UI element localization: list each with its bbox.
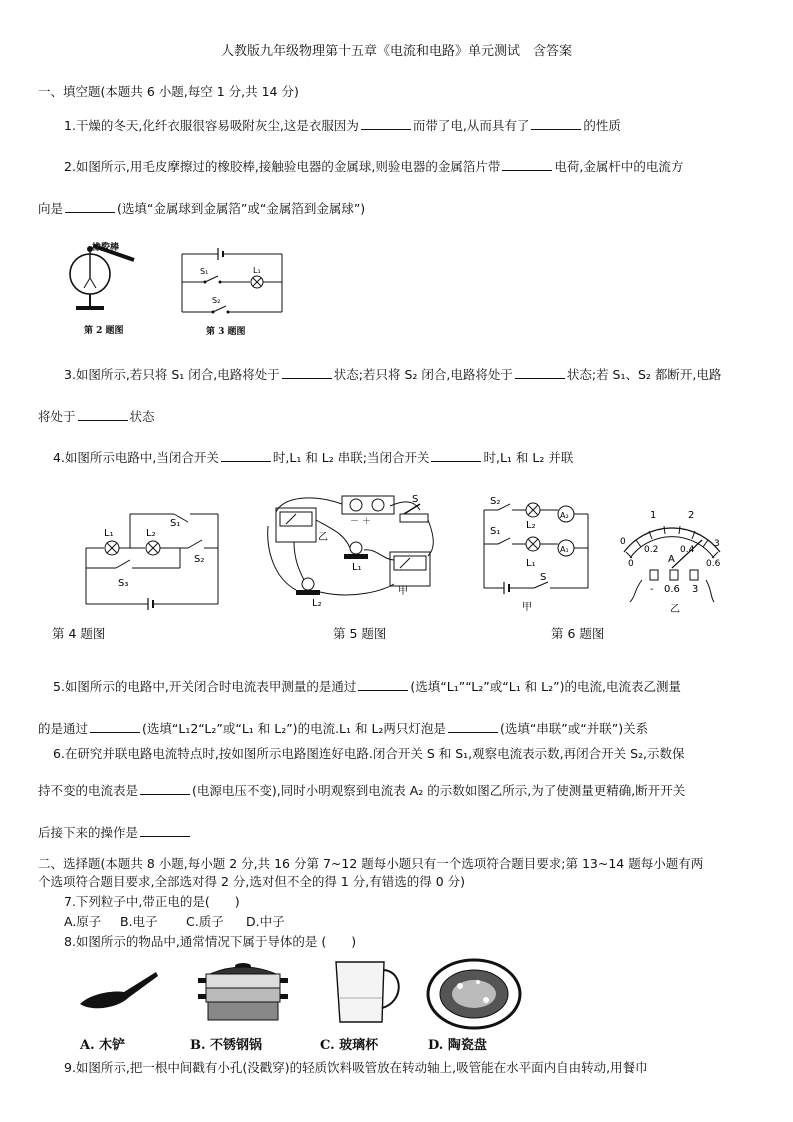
figure-4-circuit <box>84 508 226 612</box>
terminal-06: 0.6 <box>664 584 680 595</box>
fig6-a2-label: A₂ <box>560 511 569 520</box>
fig5-yi-label: 乙 <box>318 532 328 543</box>
fig4-s3-label: S₃ <box>118 578 129 589</box>
fig3-s2-label: S₂ <box>212 296 221 305</box>
question-6-cont2: 后接下来的操作是 <box>38 824 192 841</box>
section1-heading: 一、填空题(本题共 6 小题,每空 1 分,共 14 分) <box>38 84 299 99</box>
svg-text:－ ＋: － ＋ <box>350 517 371 527</box>
steel-pot-icon <box>196 956 290 1026</box>
question-3: 3.如图所示,若只将 S₁ 闭合,电路将处于 状态;若只将 S₂ 闭合,电路将处于 状态;若 S₁、S₂ 都断开,电路 <box>64 367 722 382</box>
wooden-spatula-icon <box>76 962 160 1012</box>
fig5-l1-label: L₁ <box>352 562 362 573</box>
q7-option-d[interactable]: D.中子 <box>246 914 285 929</box>
figure-6-circuit <box>470 492 604 616</box>
q8-option-b[interactable]: B. 不锈钢锅 <box>190 1038 263 1053</box>
q7-option-a[interactable]: A.原子 <box>64 914 102 929</box>
glass-cup-icon <box>326 958 406 1028</box>
scale-three: 3 <box>714 539 720 549</box>
question-4: 4.如图所示电路中,当闭合开关 时,L₁ 和 L₂ 串联;当闭合开关 时,L₁ 和 L₂ 并联 <box>53 450 574 465</box>
scale-zero-top: 0 <box>620 537 626 547</box>
fig5-s-label: S <box>412 494 419 505</box>
fig6-a1-label: A₁ <box>560 545 569 554</box>
terminal-3: 3 <box>692 584 699 595</box>
fig6-jia-label: 甲 <box>522 602 532 613</box>
fig4-s2-label: S₂ <box>194 554 205 565</box>
ceramic-plate-icon <box>424 956 524 1032</box>
answer-blank[interactable] <box>531 117 581 130</box>
figure-4-caption: 第 4 题图 <box>52 626 106 641</box>
q8-option-a[interactable]: A. 木铲 <box>80 1038 126 1053</box>
answer-blank[interactable] <box>358 678 408 691</box>
question-1: 1.干燥的冬天,化纤衣服很容易吸附灰尘,这是衣服因为 而带了电,从而具有了 的性质 <box>64 118 621 133</box>
figure-3-caption: 第 3 题图 <box>206 327 246 337</box>
answer-blank[interactable] <box>361 117 411 130</box>
fig3-s1-label: S₁ <box>200 267 209 276</box>
fig5-l2-label: L₂ <box>312 598 322 609</box>
answer-blank[interactable] <box>502 158 552 171</box>
question-8: 8.如图所示的物品中,通常情况下属于导体的是 ( ) <box>64 934 357 949</box>
fig3-l1-label: L₁ <box>253 266 261 275</box>
answer-blank[interactable] <box>282 366 332 379</box>
scale-top-1: 1 <box>650 510 657 521</box>
q7-option-c[interactable]: C.质子 <box>186 914 224 929</box>
figure-2-caption: 第 2 题图 <box>84 326 124 336</box>
question-6-cont: 持不变的电流表是 (电源电压不变),同时小明观察到电流表 A₂ 的示数如图乙所示,为了使测量更精确,断开开关 <box>38 783 686 798</box>
q7-option-b[interactable]: B.电子 <box>120 914 158 929</box>
figure-5-circuit <box>264 490 440 610</box>
answer-blank[interactable] <box>431 449 481 462</box>
answer-blank[interactable] <box>90 720 140 733</box>
question-5-cont: 的是通过 (选填“L₁2“L₂”或“L₁ 和 L₂”)的电流.L₁ 和 L₂两只灯泡是 (选填“串联”或“并联”)关系 <box>38 721 649 736</box>
answer-blank[interactable] <box>448 720 498 733</box>
fig6-s2-label: S₂ <box>490 496 501 507</box>
fig5-jia-label: 甲 <box>398 586 408 597</box>
fig6-yi-label: 乙 <box>670 604 680 615</box>
question-6: 6.在研究并联电路电流特点时,按如图所示电路图连好电路.闭合开关 S 和 S₁,观察电流表示数,再闭合开关 S₂,示数保 <box>53 746 685 761</box>
meter-a-label: A <box>668 554 675 565</box>
question-3-cont: 将处于 状态 <box>38 409 155 424</box>
answer-blank[interactable] <box>140 824 190 837</box>
answer-blank[interactable] <box>78 408 128 421</box>
section2-heading-cont: 个选项符合题目要求,全部选对得 2 分,选对但不全的得 1 分,有错选的得 0 分) <box>38 874 465 889</box>
page-title: 人教版九年级物理第十五章《电流和电路》单元测试 含答案 <box>220 44 572 59</box>
terminal-minus: - <box>650 584 654 595</box>
scale-bottom-02: 0.2 <box>644 545 659 555</box>
scale-top-2: 2 <box>688 510 695 521</box>
fig6-s-label: S <box>540 572 547 583</box>
rubber-rod-label: 橡胶棒 <box>92 243 120 253</box>
section2-heading: 二、选择题(本题共 8 小题,每小题 2 分,共 16 分第 7~12 题每小题只有一个选项符合题目要求;第 13~14 题每小题有两 <box>38 856 704 871</box>
fig4-l1-label: L₁ <box>104 528 114 539</box>
question-7: 7.下列粒子中,带正电的是( ) <box>64 894 240 909</box>
figure-5-caption: 第 5 题图 <box>333 626 387 641</box>
fig6-l2-label: L₂ <box>526 520 536 531</box>
figure-6-caption: 第 6 题图 <box>551 626 605 641</box>
answer-blank[interactable] <box>515 366 565 379</box>
figure-6-ammeter <box>614 500 732 616</box>
fig6-s1-label: S₁ <box>490 526 501 537</box>
scale-bottom-06: 0.6 <box>706 559 721 569</box>
question-2-cont: 向是 (选填“金属球到金属箔”或“金属箔到金属球”) <box>38 201 366 216</box>
fig4-s1-label: S₁ <box>170 518 181 529</box>
scale-bottom-04: 0.4 <box>680 545 695 555</box>
q8-option-d[interactable]: D. 陶瓷盘 <box>428 1038 487 1053</box>
figure-3-circuit <box>178 240 288 318</box>
answer-blank[interactable] <box>140 782 190 795</box>
answer-blank[interactable] <box>221 449 271 462</box>
scale-bottom-0: 0 <box>628 559 634 569</box>
answer-blank[interactable] <box>65 200 115 213</box>
question-5: 5.如图所示的电路中,开关闭合时电流表甲测量的是通过 (选填“L₁”“L₂”或“L₁ 和 L₂”)的电流,电流表乙测量 <box>53 679 681 694</box>
fig4-l2-label: L₂ <box>146 528 156 539</box>
q8-option-c[interactable]: C. 玻璃杯 <box>320 1038 379 1053</box>
fig6-l1-label: L₁ <box>526 558 536 569</box>
question-9: 9.如图所示,把一根中间戳有小孔(没戳穿)的轻质饮料吸管放在转动轴上,吸管能在水平面内自由转动,用餐巾 <box>64 1060 648 1075</box>
question-2: 2.如图所示,用毛皮摩擦过的橡胶棒,接触验电器的金属球,则验电器的金属箔片带 电荷,金属杆中的电流方 <box>64 159 684 174</box>
